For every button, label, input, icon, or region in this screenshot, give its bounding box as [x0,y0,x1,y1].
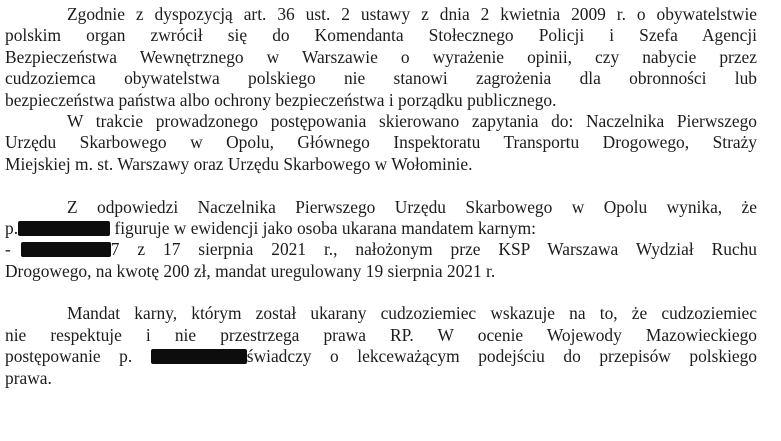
paragraph-gap [5,282,757,303]
paragraph-voivode-assessment [5,303,757,389]
text-fragment: - [5,239,11,260]
paragraph-gap [5,175,757,196]
text-line [5,239,757,260]
text-line: Miejskiej m. st. Warszawy oraz Urzędu Skarbowego w Wołominie. [5,153,473,174]
text-line: cudzoziemca obywatelstwa polskiego nie stanowi zagrożenia dla obronności lub [5,68,757,89]
text-line: W trakcie prowadzonego postępowania skierowano zapytania do: Naczelnika Pierwszego [67,110,757,131]
text-fragment: p. [5,217,19,238]
text-line [5,218,757,239]
text-fragment: figuruje w ewidencji jako osoba ukarana mandatem karnym: [114,217,536,238]
paragraph-citizenship-opinion [5,4,757,111]
redaction-mark [21,242,111,257]
text-fragment: postępowanie p. [5,346,133,367]
text-line: prawa. [5,367,52,388]
text-line: Mandat karny, którym został ukarany cudzoziemiec wskazuje na to, że cudzoziemiec [67,303,757,324]
paragraph-inquiries [5,111,757,175]
text-line: Bezpieczeństwa Wewnętrznego w Warszawie o wyrażenie opinii, czy nabycie przez [5,46,757,67]
text-fragment: 7 z 17 sierpnia 2021 r., nałożonym prze KSP Warszawa Wydział Ruchu [110,239,757,260]
redaction-mark [18,221,110,236]
text-line: bezpieczeństwa państwa albo ochrony bezpieczeństwa i porządku publicznego. [5,89,557,110]
text-fragment: świadczy o lekceważącym podejściu do przepisów polskiego [246,346,758,367]
text-line: Drogowego, na kwotę 200 zł, mandat uregulowany 19 sierpnia 2021 r. [5,260,496,281]
text-line: Z odpowiedzi Naczelnika Pierwszego Urzędu Skarbowego w Opolu wynika, że [67,196,757,217]
paragraph-tax-office-response [5,197,757,283]
document-page [5,4,757,389]
text-line [5,346,757,367]
text-line: Urzędu Skarbowego w Opolu, Głównego Inspektoratu Transportu Drogowego, Straży [5,132,757,153]
text-line: nie respektuje i nie przestrzega prawa RP. W ocenie Wojewody Mazowieckiego [5,324,757,345]
text-line: polskim organ zwrócił się do Komendanta Stołecznego Policji i Szefa Agencji [5,25,757,46]
redaction-mark [151,349,247,364]
text-line: Zgodnie z dyspozycją art. 36 ust. 2 ustawy z dnia 2 kwietnia 2009 r. o obywatelstwie [67,4,757,24]
